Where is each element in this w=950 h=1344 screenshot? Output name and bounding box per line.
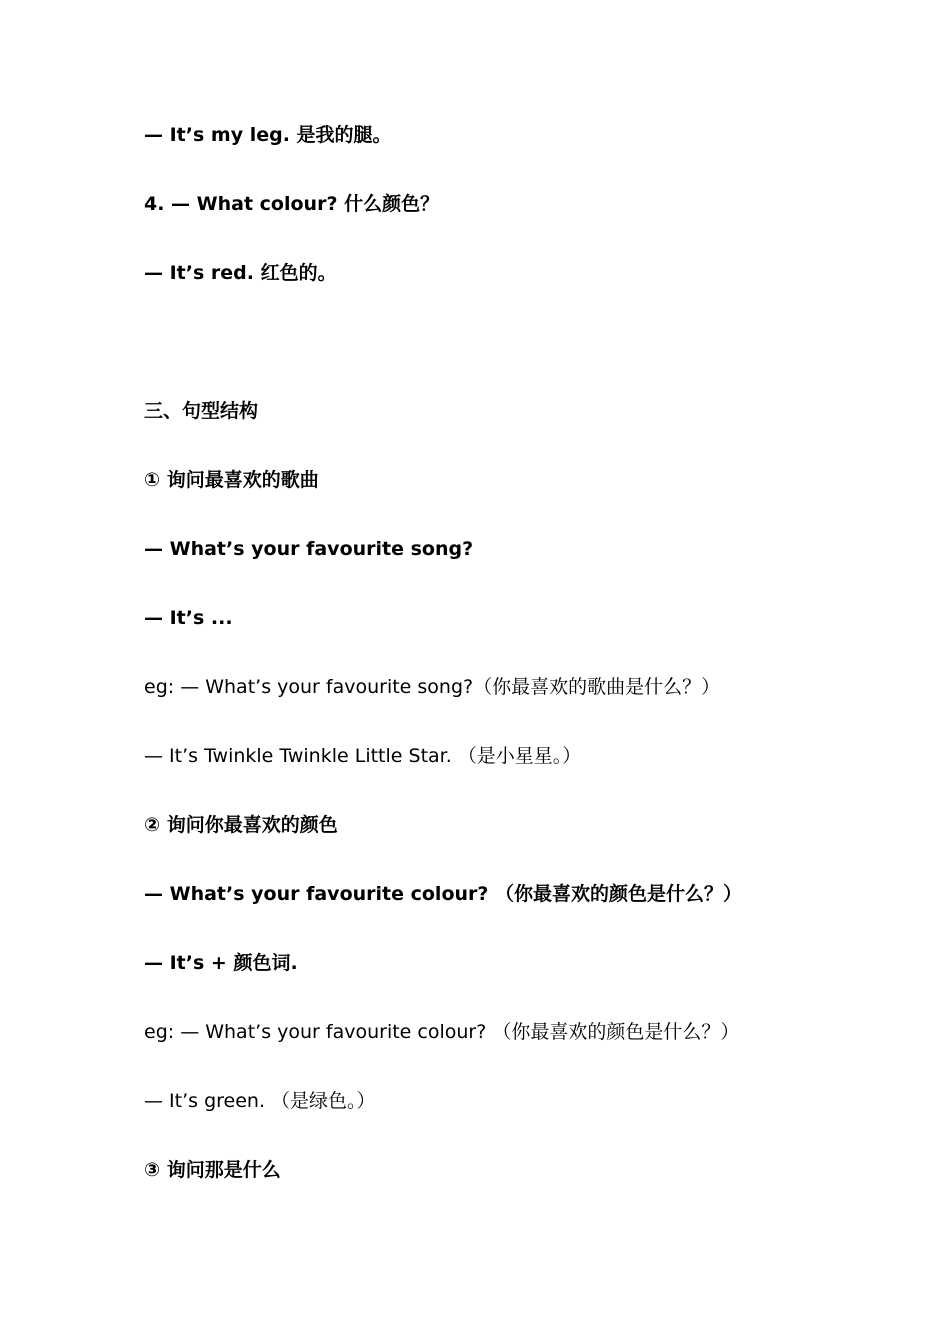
subsection-heading-favourite-song: ① 询问最喜欢的歌曲 xyxy=(144,469,319,491)
subsection-heading-favourite-colour: ② 询问你最喜欢的颜色 xyxy=(144,814,338,836)
dialogue-answer-leg: — It’s my leg. 是我的腿。 xyxy=(144,124,392,146)
section-heading-sentence-structure: 三、句型结构 xyxy=(144,400,259,422)
pattern-answer-colour: — It’s + 颜色词. xyxy=(144,952,298,974)
pattern-question-song: — What’s your favourite song? xyxy=(144,538,474,560)
example-answer-colour: — It’s green. （是绿色。） xyxy=(144,1090,376,1112)
dialogue-question-colour: 4. — What colour? 什么颜色？ xyxy=(144,193,440,215)
example-question-song: eg: — What’s your favourite song?（你最喜欢的歌曲是什么？） xyxy=(144,676,721,698)
example-answer-song: — It’s Twinkle Twinkle Little Star. （是小星星。） xyxy=(144,745,582,767)
dialogue-answer-red: — It’s red. 红色的。 xyxy=(144,262,337,284)
pattern-answer-song: — It’s ... xyxy=(144,607,233,629)
pattern-question-colour: — What’s your favourite colour? （你最喜欢的颜色是什么？） xyxy=(144,883,743,905)
subsection-heading-what-is-that: ③ 询问那是什么 xyxy=(144,1159,281,1181)
example-question-colour: eg: — What’s your favourite colour? （你最喜欢的颜色是什么？） xyxy=(144,1021,740,1043)
